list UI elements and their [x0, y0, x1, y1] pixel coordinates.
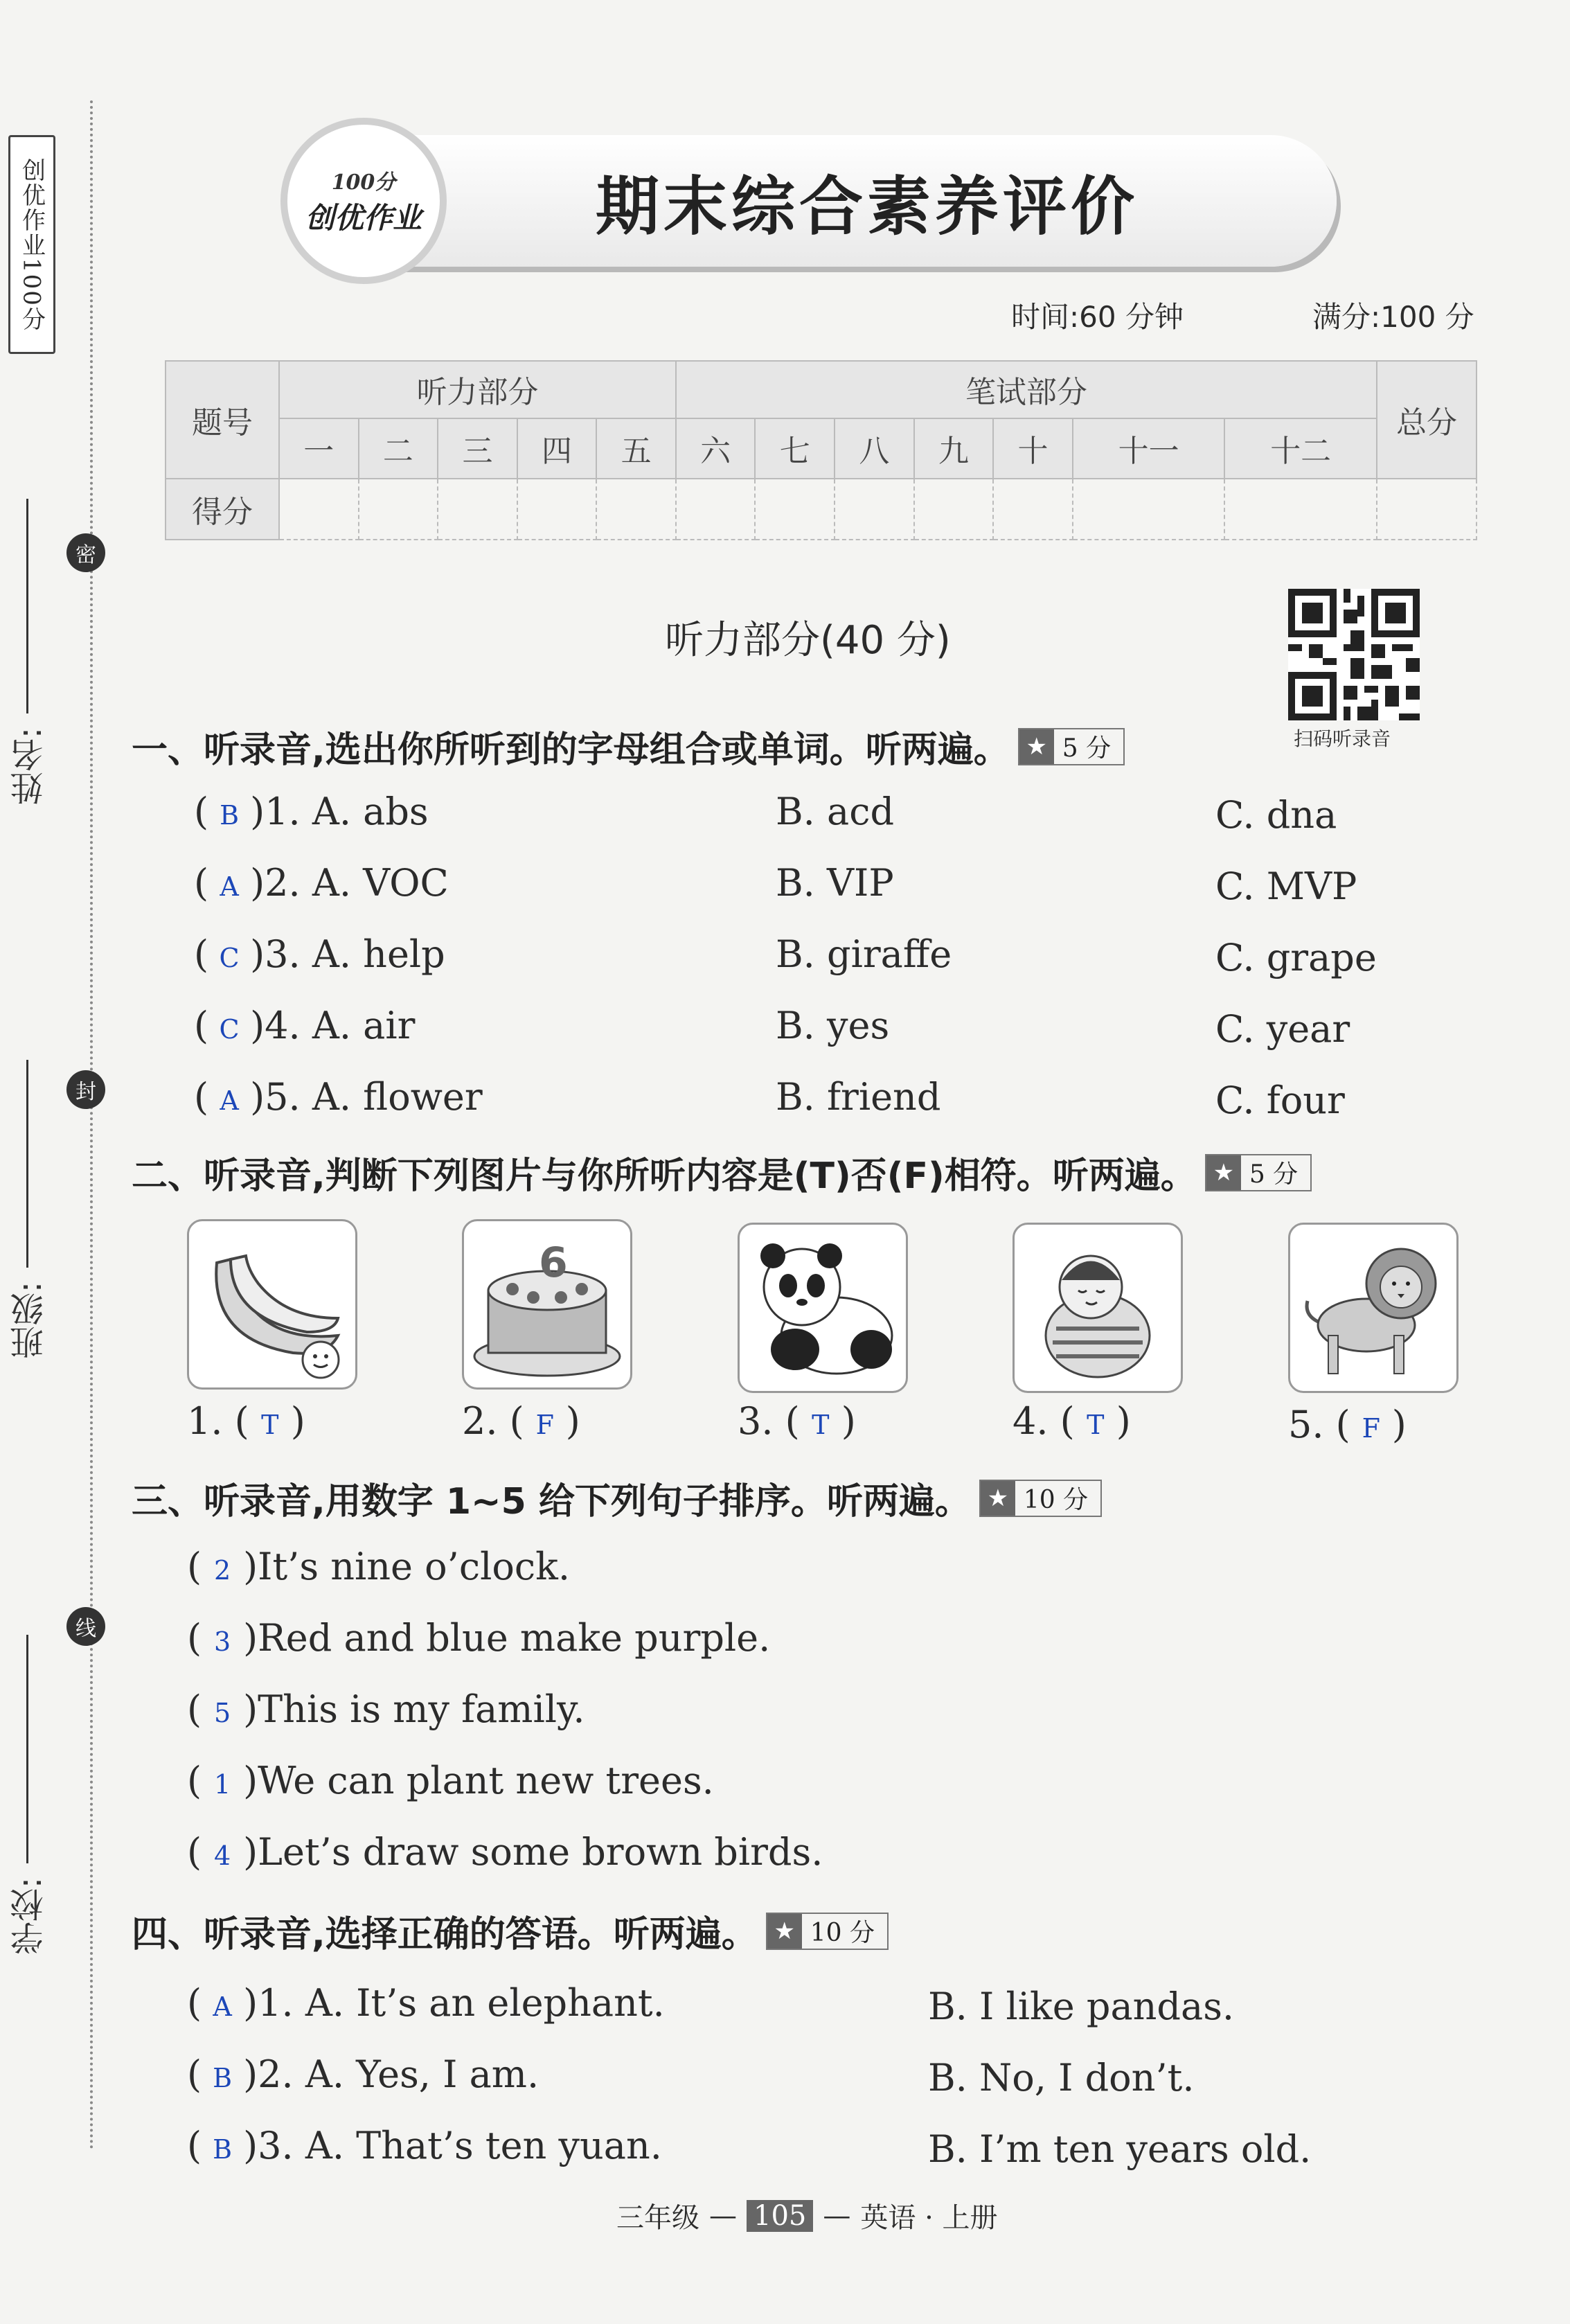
option-b: B. I like pandas. — [928, 1985, 1235, 2028]
sentence-text: )It’s nine o’clock. — [243, 1545, 570, 1588]
score-cell[interactable] — [1224, 479, 1377, 540]
option-b: B. friend — [776, 1075, 941, 1119]
part4-q1: ( A )1. A. It’s an elephant. — [187, 1981, 665, 2025]
part4-title-text: 四、听录音,选择正确的答语。听两遍。 — [132, 1914, 758, 1955]
brand-vertical-text: 创优作业100分 — [17, 157, 46, 332]
answer-mark[interactable]: T — [261, 1410, 279, 1440]
star-icon: ★ — [981, 1481, 1015, 1516]
answer-mark[interactable]: 1 — [213, 1769, 231, 1800]
q-number: 八 — [835, 418, 914, 479]
score-cell[interactable] — [835, 479, 914, 540]
class-label: 班级: — [10, 1281, 49, 1360]
question-number: 1. ( — [187, 1399, 249, 1443]
part3-q4: ( 1 )We can plant new trees. — [187, 1759, 714, 1802]
close-paren: ) — [1391, 1403, 1407, 1446]
qr-caption: 扫码听录音 — [1294, 727, 1391, 750]
sentence-text: )Red and blue make purple. — [243, 1616, 771, 1660]
option-a: A. air — [312, 1004, 416, 1047]
answer-mark[interactable]: B — [213, 2063, 233, 2093]
option-a: )2. A. Yes, I am. — [243, 2052, 539, 2096]
group-writing: 笔试部分 — [676, 361, 1377, 418]
answer-mark[interactable]: A — [213, 1992, 232, 2022]
brand-vertical-box — [8, 135, 55, 354]
close-paren: ) — [1116, 1399, 1131, 1443]
option-c: C. four — [1215, 1079, 1345, 1122]
lion-picture — [1288, 1223, 1459, 1393]
school-write-line[interactable] — [26, 1635, 28, 1863]
footer-dash-left: — — [709, 2199, 737, 2232]
group-listening: 听力部分 — [279, 361, 676, 418]
part3-q3: ( 5 )This is my family. — [187, 1687, 585, 1731]
logo-text: 创优作业 — [305, 201, 422, 235]
part2-title — [132, 1146, 1312, 1198]
answer-mark[interactable]: A — [220, 1085, 239, 1116]
star-icon: ★ — [1019, 729, 1054, 764]
answer-mark[interactable]: 3 — [213, 1626, 231, 1657]
option-b: B. yes — [776, 1004, 890, 1047]
q-number: 六 — [676, 418, 756, 479]
score-cell[interactable] — [279, 479, 359, 540]
q-number: 七 — [755, 418, 835, 479]
answer-mark[interactable]: T — [1087, 1410, 1105, 1440]
panda-picture — [738, 1223, 908, 1393]
part3-points-badge — [979, 1480, 1102, 1517]
question-number: )5. — [250, 1075, 301, 1119]
listening-section-title: 听力部分(40 分) — [665, 618, 951, 663]
full-score: 满分:100 分 — [1312, 300, 1474, 334]
name-write-line[interactable] — [26, 499, 28, 713]
option-c: C. year — [1215, 1007, 1350, 1051]
question-number: )4. — [250, 1004, 301, 1047]
logo-top-text: 100分 — [331, 170, 396, 195]
answer-mark[interactable]: C — [219, 943, 240, 973]
part1-q2: ( A )2. A. VOC — [194, 861, 449, 905]
svg-text:6: 6 — [539, 1239, 568, 1287]
brand-logo — [280, 118, 447, 284]
sentence-text: )We can plant new trees. — [243, 1759, 714, 1802]
answer-mark[interactable]: T — [812, 1410, 830, 1440]
class-write-line[interactable] — [26, 1060, 28, 1268]
seal-xian: 线 — [66, 1607, 105, 1646]
part3-q5: ( 4 )Let’s draw some brown birds. — [187, 1830, 823, 1874]
part4-points-badge — [766, 1913, 889, 1950]
score-cell[interactable] — [1073, 479, 1225, 540]
answer-mark[interactable]: F — [1362, 1413, 1380, 1444]
score-cell[interactable] — [438, 479, 517, 540]
option-b: B. No, I don’t. — [928, 2056, 1195, 2100]
star-icon: ★ — [1206, 1155, 1241, 1190]
part2-points: 5 分 — [1249, 1160, 1299, 1189]
question-number: )3. — [250, 932, 301, 976]
row-label-score: 得分 — [166, 479, 279, 540]
close-paren: ) — [841, 1399, 856, 1443]
school-label: 学校: — [10, 1877, 49, 1955]
part2-q2 — [462, 1399, 580, 1443]
bananas-picture — [187, 1219, 357, 1390]
q-number: 一 — [279, 418, 359, 479]
question-number: 4. ( — [1013, 1399, 1075, 1443]
qr-code-icon[interactable] — [1288, 589, 1420, 720]
part2-title-text: 二、听录音,判断下列图片与你所听内容是(T)否(F)相符。听两遍。 — [132, 1155, 1197, 1197]
total-header: 总分 — [1377, 361, 1477, 479]
page-number: 105 — [747, 2200, 813, 2232]
option-a: )1. A. It’s an elephant. — [243, 1981, 665, 2025]
answer-mark[interactable]: B — [213, 2134, 233, 2165]
close-paren: ) — [290, 1399, 305, 1443]
seal-mi: 密 — [66, 533, 105, 572]
option-c: C. MVP — [1215, 864, 1357, 908]
part1-q1: ( B )1. A. abs — [194, 790, 429, 833]
close-paren: ) — [565, 1399, 580, 1443]
option-c: C. dna — [1215, 793, 1337, 837]
option-a: A. VOC — [312, 861, 449, 905]
score-cell[interactable] — [596, 479, 676, 540]
question-number: )2. — [250, 861, 301, 905]
answer-mark[interactable]: 2 — [213, 1555, 231, 1586]
option-b: B. I’m ten years old. — [928, 2127, 1312, 2171]
part1-points: 5 分 — [1062, 734, 1112, 763]
option-a: )3. A. That’s ten yuan. — [243, 2124, 662, 2167]
question-number: 3. ( — [738, 1399, 800, 1443]
q-number: 五 — [596, 418, 676, 479]
seal-feng: 封 — [66, 1070, 105, 1109]
answer-mark[interactable]: C — [219, 1014, 240, 1045]
option-a: A. flower — [312, 1075, 483, 1119]
answer-mark[interactable]: B — [220, 800, 240, 831]
option-a: A. abs — [312, 790, 429, 833]
q-number: 三 — [438, 418, 517, 479]
total-score-cell[interactable] — [1377, 479, 1477, 540]
exam-time: 时间:60 分钟 — [1011, 300, 1184, 334]
footer-grade: 三年级 — [616, 2202, 699, 2234]
score-cell[interactable] — [517, 479, 597, 540]
answer-mark[interactable]: F — [535, 1410, 554, 1440]
part2-q3 — [738, 1399, 856, 1443]
birthday-cake-picture — [462, 1219, 632, 1390]
part1-q4: ( C )4. A. air — [194, 1004, 416, 1047]
q-number: 二 — [359, 418, 438, 479]
page-footer — [616, 2196, 998, 2235]
option-b: B. VIP — [776, 861, 894, 905]
star-icon: ★ — [767, 1914, 802, 1949]
part2-q5 — [1288, 1403, 1407, 1446]
q-number: 四 — [517, 418, 597, 479]
answer-mark[interactable]: A — [220, 871, 239, 902]
part4-title — [132, 1905, 889, 1957]
score-cell[interactable] — [359, 479, 438, 540]
score-cell[interactable] — [993, 479, 1073, 540]
part2-points-badge — [1205, 1154, 1312, 1191]
score-cell[interactable] — [914, 479, 994, 540]
q-number: 十二 — [1224, 418, 1377, 479]
score-cell[interactable] — [676, 479, 756, 540]
option-b: B. giraffe — [776, 932, 952, 976]
option-b: B. acd — [776, 790, 895, 833]
score-cell[interactable] — [755, 479, 835, 540]
page-title: 期末综合素养评价 — [596, 169, 1139, 244]
row-label-question: 题号 — [166, 361, 279, 479]
q-number: 十一 — [1073, 418, 1225, 479]
part2-q1 — [187, 1399, 305, 1443]
sentence-text: )This is my family. — [243, 1687, 585, 1731]
baby-picture — [1013, 1223, 1183, 1393]
part2-q4 — [1013, 1399, 1131, 1443]
part3-q1: ( 2 )It’s nine o’clock. — [187, 1545, 570, 1588]
part4-points: 10 分 — [810, 1919, 875, 1947]
question-number: 2. ( — [462, 1399, 524, 1443]
answer-mark[interactable]: 4 — [213, 1840, 231, 1871]
q-number: 九 — [914, 418, 994, 479]
part3-title-text: 三、听录音,用数字 1~5 给下列句子排序。听两遍。 — [132, 1481, 971, 1523]
option-c: C. grape — [1215, 936, 1377, 979]
part3-points: 10 分 — [1023, 1486, 1089, 1514]
part4-q2: ( B )2. A. Yes, I am. — [187, 2052, 539, 2096]
option-a: A. help — [312, 932, 445, 976]
sentence-text: )Let’s draw some brown birds. — [243, 1830, 823, 1874]
part1-title-text: 一、听录音,选出你所听到的字母组合或单词。听两遍。 — [132, 729, 1010, 771]
part3-title — [132, 1472, 1102, 1524]
part1-q5: ( A )5. A. flower — [194, 1075, 483, 1119]
part4-q3: ( B )3. A. That’s ten yuan. — [187, 2124, 662, 2167]
name-label: 姓名: — [10, 727, 49, 806]
part1-points-badge — [1018, 728, 1125, 765]
score-table — [165, 360, 1477, 540]
part1-title — [132, 720, 1125, 772]
question-number: )1. — [250, 790, 301, 833]
part1-q3: ( C )3. A. help — [194, 932, 445, 976]
answer-mark[interactable]: 5 — [213, 1698, 231, 1728]
binding-dotted-line — [90, 100, 93, 2151]
part3-q2: ( 3 )Red and blue make purple. — [187, 1616, 771, 1660]
footer-dash-right: — — [823, 2199, 851, 2232]
q-number: 十 — [993, 418, 1073, 479]
footer-subject: 英语 · 上册 — [860, 2202, 998, 2234]
question-number: 5. ( — [1288, 1403, 1350, 1446]
